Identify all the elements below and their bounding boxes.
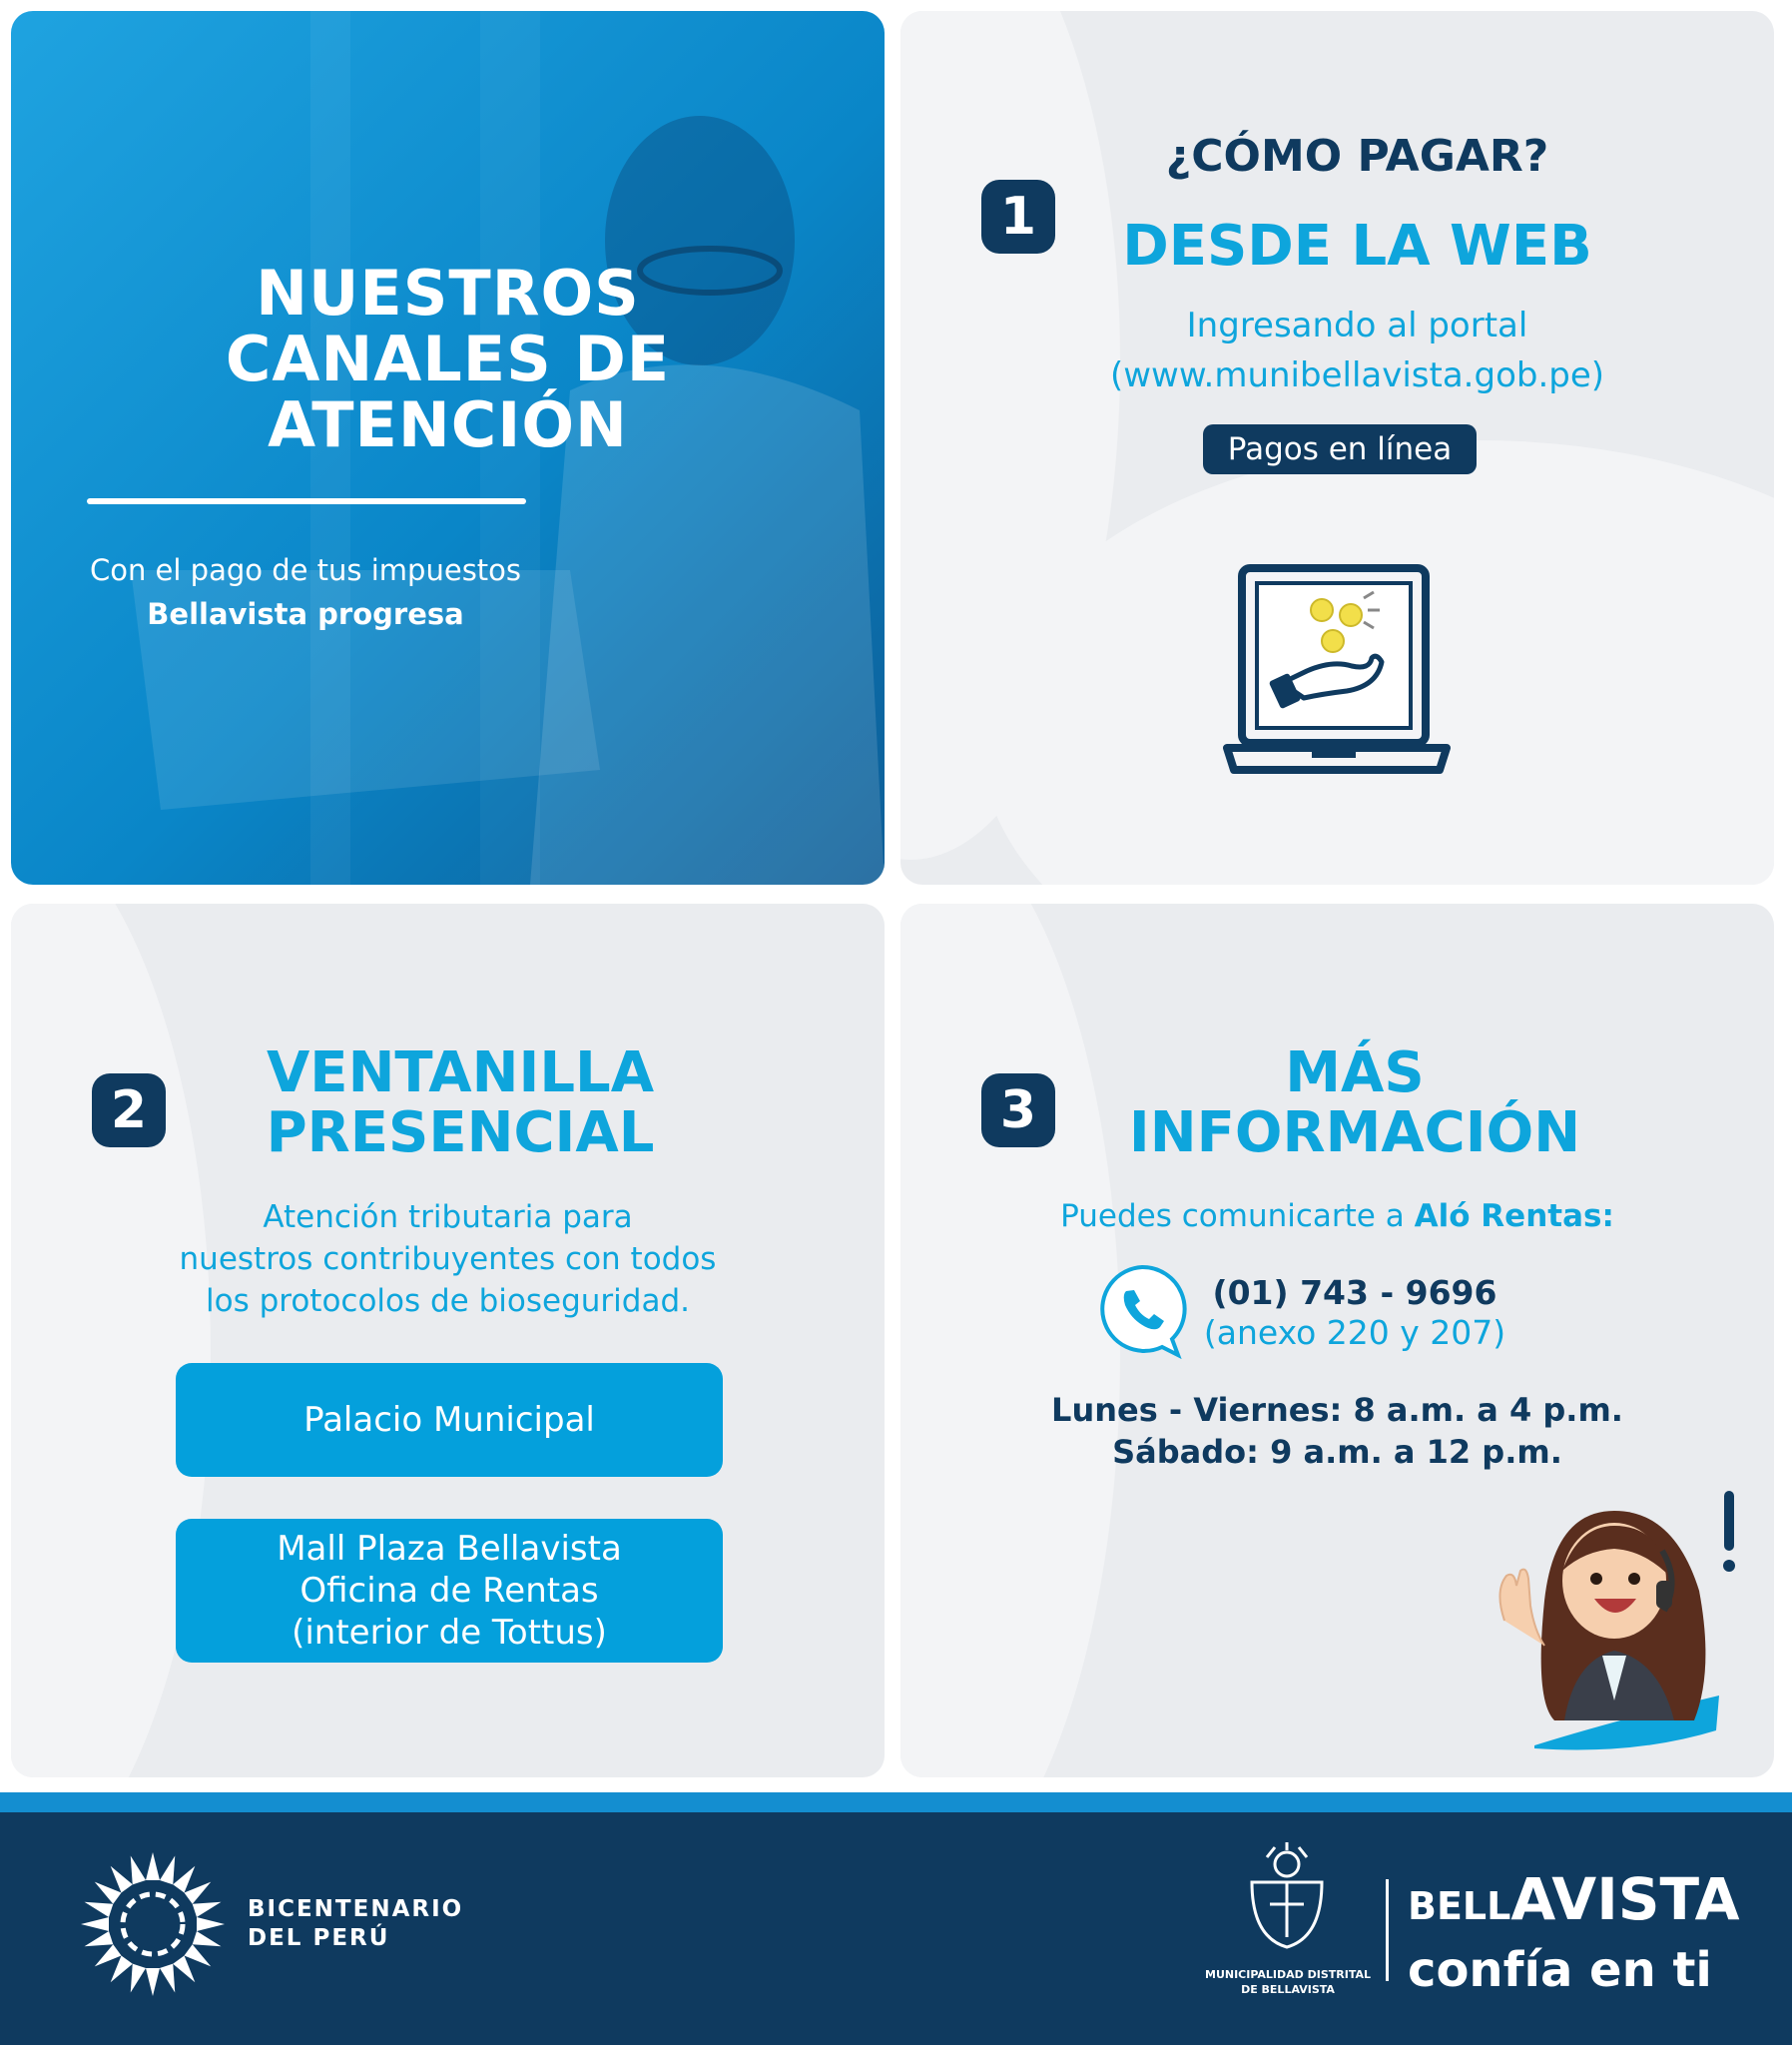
intro-title-line: CANALES DE [225, 323, 671, 395]
ventanilla-desc-line: nuestros contribuyentes con todos [179, 1241, 717, 1277]
mall-plaza-button[interactable] [176, 1519, 723, 1663]
info-title [1050, 1040, 1659, 1165]
ventanilla-title-line: PRESENCIAL [266, 1100, 655, 1165]
intro-subtitle-line2: Bellavista progresa [147, 597, 464, 631]
footer-stripe [0, 1792, 1792, 1812]
ventanilla-desc-line: los protocolos de bioseguridad. [206, 1283, 690, 1319]
brand-tagline: confía en ti [1408, 1942, 1712, 1998]
bicentenario-text [248, 1895, 463, 1953]
web-panel [900, 11, 1774, 885]
municipal-shield-icon [1232, 1842, 1342, 1952]
brand-big: AVISTA [1510, 1865, 1740, 1933]
info-intro-text: Puedes comunicarte a [1060, 1198, 1415, 1234]
info-title-line: MÁS [1285, 1040, 1425, 1105]
hours-saturday: Sábado: 9 a.m. a 12 p.m. [1112, 1433, 1562, 1471]
alo-rentas-label: Aló Rentas: [1414, 1198, 1614, 1234]
mall-plaza-line: Oficina de Rentas [299, 1571, 599, 1611]
muni-line2: DE BELLAVISTA [1241, 1983, 1335, 1996]
office-hours [900, 1389, 1774, 1473]
step-number-3: 3 [981, 1073, 1055, 1147]
intro-subtitle [11, 548, 600, 636]
palacio-municipal-label: Palacio Municipal [303, 1400, 595, 1440]
bellavista-brand [1408, 1865, 1740, 1998]
intro-subtitle-line1: Con el pago de tus impuestos [89, 553, 522, 587]
phone-chat-icon [1092, 1261, 1192, 1361]
intro-title-line: ATENCIÓN [268, 388, 628, 461]
ventanilla-description [11, 1196, 885, 1322]
palacio-municipal-button[interactable] [176, 1363, 723, 1477]
info-panel [900, 904, 1774, 1777]
intro-title-line: NUESTROS [256, 257, 640, 330]
bicentenario-line1: BICENTENARIO [248, 1896, 464, 1922]
municipalidad-text [1188, 1967, 1388, 1997]
intro-title [11, 257, 885, 461]
web-line1: Ingresando al portal [1186, 306, 1528, 345]
brand-small: BELL [1408, 1884, 1511, 1928]
phone-extension: (anexo 220 y 207) [1203, 1313, 1506, 1352]
hours-weekday: Lunes - Viernes: 8 a.m. a 4 p.m. [1051, 1391, 1623, 1429]
footer-divider [1386, 1879, 1389, 1981]
question-heading: ¿CÓMO PAGAR? [1165, 131, 1549, 182]
step-number-1: 1 [981, 180, 1055, 254]
web-portal-link[interactable]: (www.munibellavista.gob.pe) [1109, 355, 1605, 395]
bicentenario-logo-icon [78, 1849, 228, 1999]
agent-illustration [1485, 1471, 1744, 1750]
intro-divider [87, 498, 526, 504]
phone-number[interactable]: (01) 743 - 9696 [1212, 1273, 1497, 1312]
info-intro [900, 1198, 1774, 1234]
intro-panel [11, 11, 885, 885]
online-payments-badge[interactable]: Pagos en línea [1203, 424, 1477, 474]
ventanilla-desc-line: Atención tributaria para [263, 1199, 633, 1235]
info-title-line: INFORMACIÓN [1128, 1100, 1581, 1165]
mall-plaza-line: Mall Plaza Bellavista [277, 1529, 622, 1569]
muni-line1: MUNICIPALIDAD DISTRITAL [1205, 1968, 1371, 1981]
ventanilla-title [161, 1040, 760, 1165]
mall-plaza-line: (interior de Tottus) [292, 1613, 607, 1653]
web-title: DESDE LA WEB [1122, 214, 1592, 279]
ventanilla-panel [11, 904, 885, 1777]
laptop-payment-icon [1222, 558, 1452, 788]
step-number-2: 2 [92, 1073, 166, 1147]
ventanilla-title-line: VENTANILLA [266, 1040, 655, 1105]
bicentenario-line2: DEL PERÚ [248, 1925, 390, 1951]
